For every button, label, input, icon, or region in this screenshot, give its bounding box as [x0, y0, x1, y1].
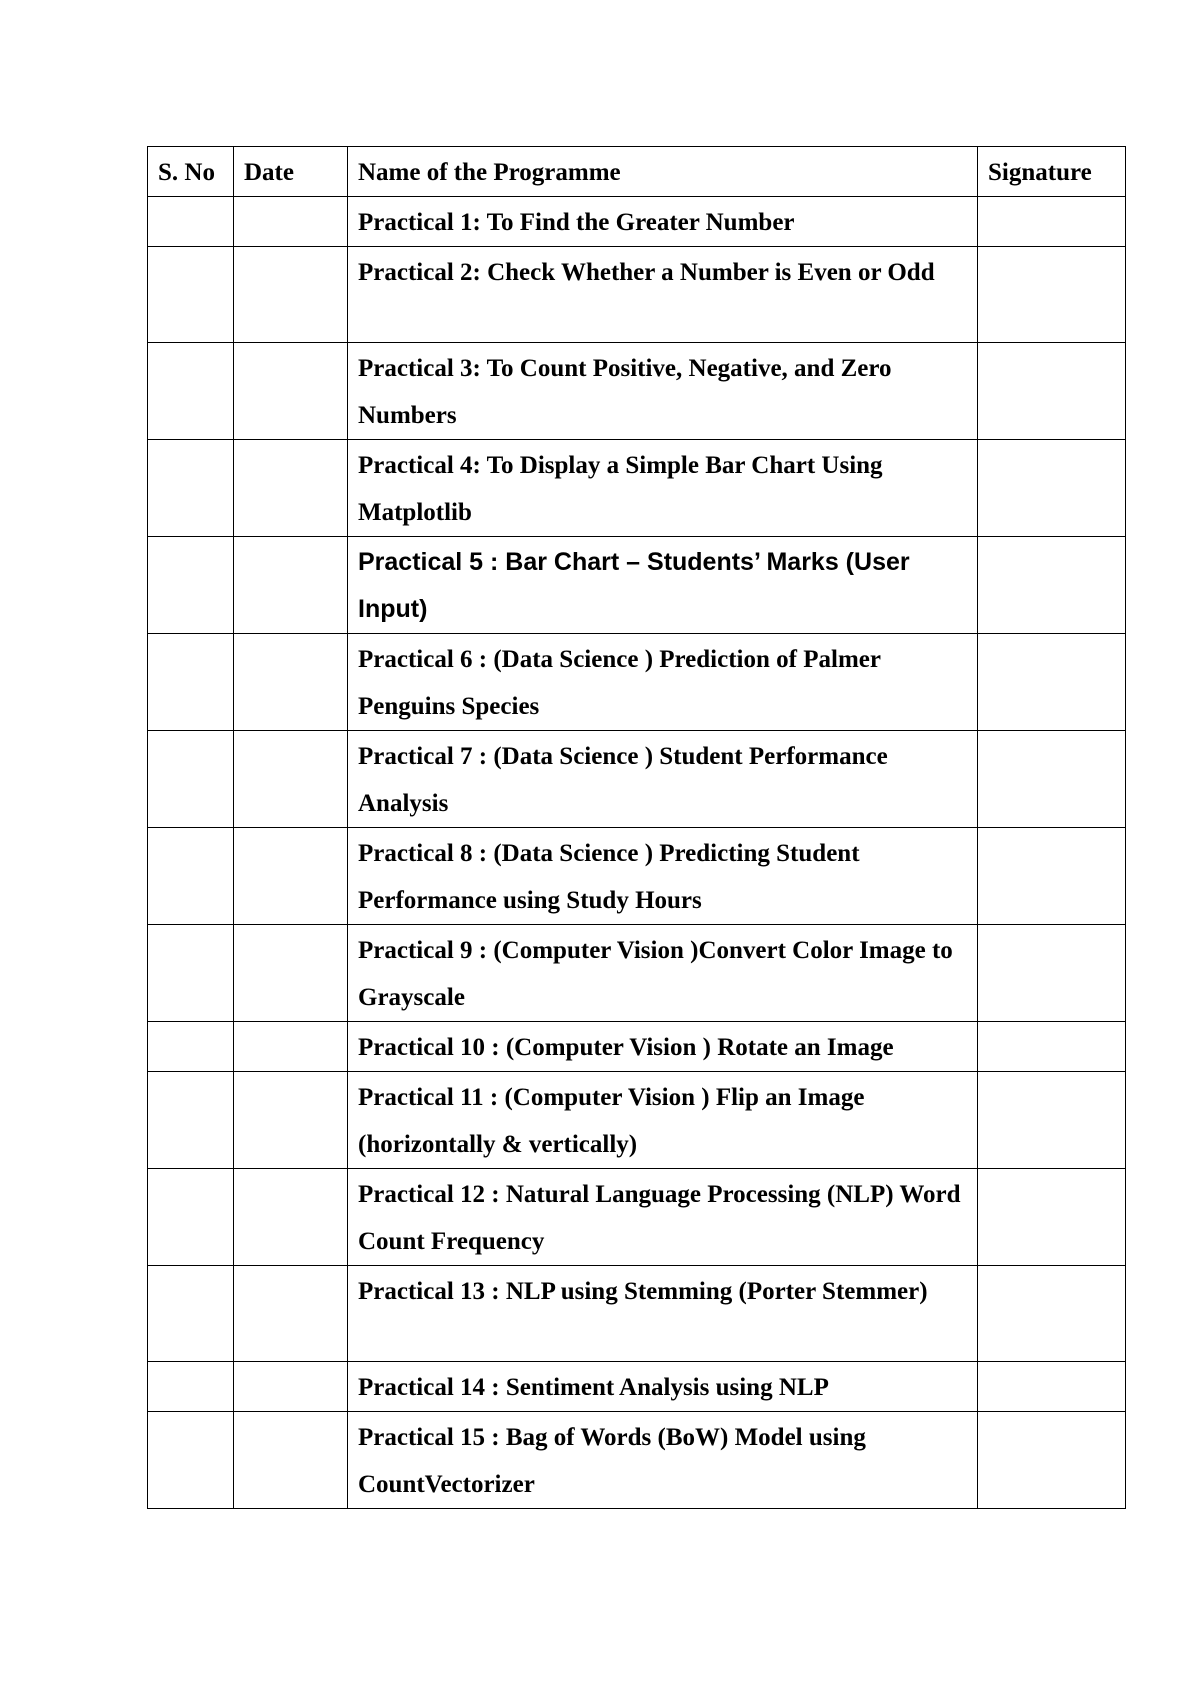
practical-index-table	[147, 146, 1126, 1509]
signature-cell	[978, 925, 1126, 1022]
date-cell	[234, 634, 348, 731]
signature-cell	[978, 828, 1126, 925]
sno-cell	[148, 1072, 234, 1169]
signature-cell	[978, 1362, 1126, 1412]
programme-name-cell: Practical 4: To Display a Simple Bar Chart Using Matplotlib	[348, 440, 978, 537]
sno-cell	[148, 1266, 234, 1362]
date-cell	[234, 1169, 348, 1266]
programme-name-cell: Practical 6 : (Data Science ) Prediction of Palmer Penguins Species	[348, 634, 978, 731]
signature-cell	[978, 1072, 1126, 1169]
table-row	[148, 1362, 1126, 1412]
table-row	[148, 634, 1126, 731]
sno-cell	[148, 537, 234, 634]
programme-name-cell: Practical 15 : Bag of Words (BoW) Model using CountVectorizer	[348, 1412, 978, 1509]
signature-cell	[978, 1412, 1126, 1509]
table-row	[148, 1169, 1126, 1266]
programme-name-cell: Practical 5 : Bar Chart – Students’ Marks (User Input)	[348, 537, 978, 634]
table-row	[148, 1022, 1126, 1072]
table-row	[148, 197, 1126, 247]
header-programme-name: Name of the Programme	[348, 147, 978, 197]
date-cell	[234, 1412, 348, 1509]
date-cell	[234, 1362, 348, 1412]
table-row	[148, 731, 1126, 828]
sno-cell	[148, 1169, 234, 1266]
table-row	[148, 343, 1126, 440]
sno-cell	[148, 634, 234, 731]
date-cell	[234, 828, 348, 925]
signature-cell	[978, 343, 1126, 440]
signature-cell	[978, 440, 1126, 537]
sno-cell	[148, 1412, 234, 1509]
programme-name-cell: Practical 3: To Count Positive, Negative, and Zero Numbers	[348, 343, 978, 440]
signature-cell	[978, 1169, 1126, 1266]
signature-cell	[978, 1266, 1126, 1362]
programme-name-cell: Practical 14 : Sentiment Analysis using NLP	[348, 1362, 978, 1412]
sno-cell	[148, 247, 234, 343]
sno-cell	[148, 925, 234, 1022]
sno-cell	[148, 343, 234, 440]
sno-cell	[148, 1362, 234, 1412]
date-cell	[234, 537, 348, 634]
programme-name-cell: Practical 2: Check Whether a Number is Even or Odd	[348, 247, 978, 343]
signature-cell	[978, 247, 1126, 343]
sno-cell	[148, 197, 234, 247]
table-row	[148, 537, 1126, 634]
table-body	[148, 197, 1126, 1509]
date-cell	[234, 197, 348, 247]
date-cell	[234, 440, 348, 537]
table-row	[148, 1266, 1126, 1362]
sno-cell	[148, 731, 234, 828]
table-header-row	[148, 147, 1126, 197]
signature-cell	[978, 1022, 1126, 1072]
date-cell	[234, 1072, 348, 1169]
programme-name-cell: Practical 1: To Find the Greater Number	[348, 197, 978, 247]
date-cell	[234, 247, 348, 343]
programme-name-cell: Practical 9 : (Computer Vision )Convert Color Image to Grayscale	[348, 925, 978, 1022]
header-date: Date	[234, 147, 348, 197]
table-row	[148, 440, 1126, 537]
header-sno: S. No	[148, 147, 234, 197]
table-row	[148, 828, 1126, 925]
signature-cell	[978, 731, 1126, 828]
date-cell	[234, 925, 348, 1022]
table-row	[148, 1412, 1126, 1509]
programme-name-cell: Practical 13 : NLP using Stemming (Porter Stemmer)	[348, 1266, 978, 1362]
table-row	[148, 247, 1126, 343]
programme-name-cell: Practical 7 : (Data Science ) Student Performance Analysis	[348, 731, 978, 828]
table-row	[148, 925, 1126, 1022]
signature-cell	[978, 634, 1126, 731]
programme-name-cell: Practical 11 : (Computer Vision ) Flip an Image (horizontally & vertically)	[348, 1072, 978, 1169]
sno-cell	[148, 1022, 234, 1072]
date-cell	[234, 731, 348, 828]
table-row	[148, 1072, 1126, 1169]
sno-cell	[148, 440, 234, 537]
programme-name-cell: Practical 12 : Natural Language Processing (NLP) Word Count Frequency	[348, 1169, 978, 1266]
date-cell	[234, 1266, 348, 1362]
programme-name-cell: Practical 8 : (Data Science ) Predicting Student Performance using Study Hours	[348, 828, 978, 925]
signature-cell	[978, 197, 1126, 247]
header-signature: Signature	[978, 147, 1126, 197]
sno-cell	[148, 828, 234, 925]
programme-name-cell: Practical 10 : (Computer Vision ) Rotate an Image	[348, 1022, 978, 1072]
date-cell	[234, 1022, 348, 1072]
signature-cell	[978, 537, 1126, 634]
date-cell	[234, 343, 348, 440]
